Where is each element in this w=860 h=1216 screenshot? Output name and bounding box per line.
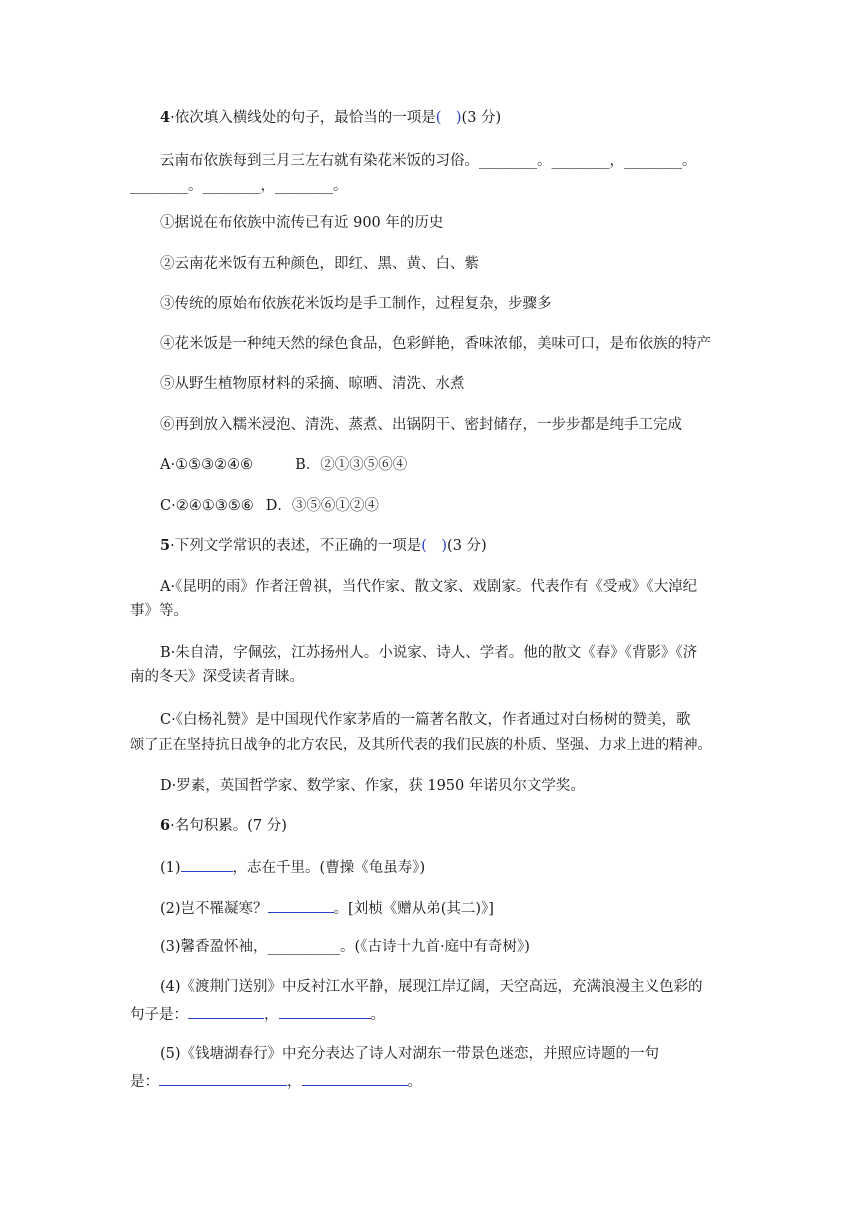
q6-sentence-4-line2 [130,1003,385,1025]
q6-sentence-4-line1: (4)《渡荆门送别》中反衬江水平静，展现江岸辽阔，天空高远，充满浪漫主义色彩的 [160,979,703,995]
q6-s3-answer-blank[interactable]: __________ [267,939,341,955]
q6-s5-answer-blank-2[interactable] [302,1070,408,1086]
q6-s2-answer-blank[interactable] [268,897,334,913]
q6-sentence-2 [160,897,494,919]
q4-item-6: ⑥再到放入糯米浸泡、清洗、蒸煮、出锅阴干、密封储存，一步步都是纯手工完成 [160,417,682,433]
q6-s5-prefix: 是： [130,1074,159,1090]
q6-s3-prefix: (3)馨香盈怀袖， [160,939,268,955]
q4-item-5: ⑤从野生植物原材料的采摘、晾晒、清洗、水煮 [160,376,465,392]
q4-options-ab [160,455,407,475]
q4-stem-line2: ________。________，________。 [130,178,348,194]
q4-score: (3 分) [461,110,502,126]
q4-option-d: D．③⑤⑥①②④ [265,498,379,514]
q6-number: 6 [160,817,171,834]
q5-score: (3 分) [447,538,487,554]
q5-option-d: D·罗素，英国哲学家、数学家、作家，获 1950 年诺贝尔文学奖。 [160,778,585,794]
q4-option-a: A·①⑤③②④⑥ [160,457,254,473]
q6-sentence-1 [160,856,425,878]
q5-prompt: ·下列文学常识的表述，不正确的一项是 [170,538,422,554]
q4-heading [160,108,501,128]
q6-s4-answer-blank-1[interactable] [188,1003,264,1019]
q6-s4-answer-blank-2[interactable] [279,1003,371,1019]
q6-s4-suffix: 。 [370,1007,385,1023]
q5-answer-paren: ( ) [421,538,448,554]
q6-s5-comma: ， [287,1074,302,1090]
q5-heading [160,536,487,556]
q4-item-4: ④花米饭是一种纯天然的绿色食品，色彩鲜艳，香味浓郁，美味可口，是布依族的特产 [160,336,711,352]
q5-number: 5 [160,537,171,554]
q6-s2-prefix: (2)岂不罹凝寒？ [160,901,268,917]
q4-option-b: B．②①③⑤⑥④ [295,457,408,473]
q6-s3-suffix: 。(《古诗十九首·庭中有奇树》) [340,939,530,955]
q4-stem-line1: 云南布依族每到三月三左右就有染花米饭的习俗。________。________，________。 [160,153,697,169]
q6-s4-comma: ， [264,1007,279,1023]
q6-s5-suffix: 。 [407,1074,422,1090]
q5-option-b-line1: B·朱自清，字佩弦，江苏扬州人。小说家、诗人、学者。他的散文《春》《背影》《济 [160,645,698,661]
q6-s2-suffix: 。[刘桢《赠从弟(其二)》] [333,901,494,917]
q4-item-2: ②云南花米饭有五种颜色，即红、黑、黄、白、紫 [160,256,479,272]
q5-option-a-line1: A·《昆明的雨》作者汪曾祺，当代作家、散文家、戏剧家。代表作有《受戒》《大淖纪 [160,579,698,595]
q4-number: 4 [160,109,171,126]
q6-prompt: ·名句积累。(7 分) [170,818,287,834]
q6-heading [160,816,287,836]
q5-option-c-line1: C·《白杨礼赞》是中国现代作家茅盾的一篇著名散文，作者通过对白杨树的赞美，歌 [160,712,691,728]
q6-s4-prefix: 句子是： [130,1007,188,1023]
q4-options-cd [160,496,379,516]
q5-option-c-line2: 颂了正在坚持抗日战争的北方农民，及其所代表的我们民族的朴质、坚强、力求上进的精神。 [130,737,712,753]
q4-item-1: ①据说在布依族中流传已有近 900 年的历史 [160,215,444,231]
q6-s1-suffix: ，志在千里。(曹操《龟虽寿》) [232,860,426,876]
q6-s1-prefix: (1) [160,860,181,876]
q4-option-c: C·②④①③⑤⑥ [160,498,254,514]
q4-prompt: ·依次填入横线处的句子，最恰当的一项是 [170,110,436,126]
q4-answer-paren: ( ) [435,110,462,126]
q6-sentence-5-line2 [130,1070,422,1092]
q5-option-a-line2: 事》等。 [130,603,188,619]
q4-item-3: ③传统的原始布依族花米饭均是手工制作，过程复杂，步骤多 [160,296,552,312]
q6-sentence-5-line1: (5)《钱塘湖春行》中充分表达了诗人对湖东一带景色迷恋，并照应诗题的一句 [160,1046,660,1062]
q6-s1-answer-blank[interactable] [181,856,233,872]
q6-sentence-3 [160,937,530,957]
q6-s5-answer-blank-1[interactable] [159,1070,287,1086]
q5-option-b-line2: 南的冬天》深受读者青睐。 [130,669,304,685]
